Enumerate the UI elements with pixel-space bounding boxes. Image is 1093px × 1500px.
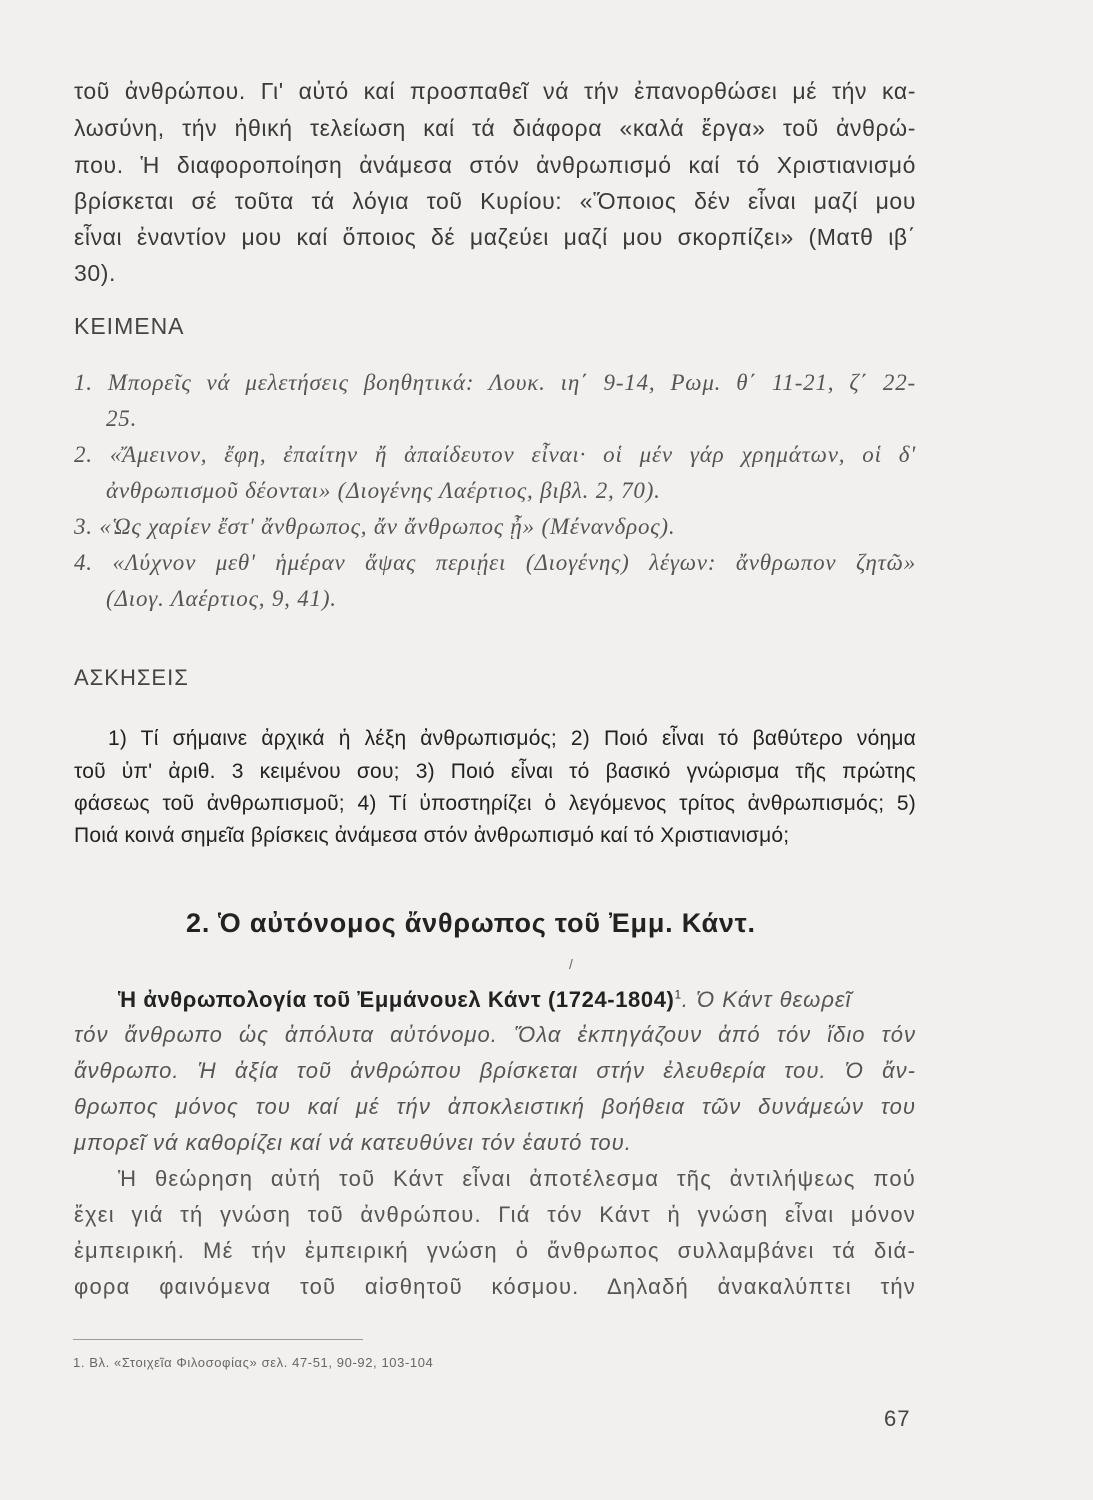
kant-lead-bold: Ἡ ἀνθρωπολογία τοῦ Ἐμμάνουελ Κάντ (1724-1804) [118, 987, 675, 1012]
kant-italic-line: τόν ἄνθρωπο ὡς ἀπόλυτα αὐτόνομο. Ὅλα ἐκπηγάζουν ἀπό τόν ἴδιο τόν [74, 1022, 916, 1047]
intro-line: 30). [74, 260, 117, 286]
kant-lead-line [118, 986, 851, 1013]
keimena-line: 1. Μπορεῖς νά μελετήσεις βοηθητικά: Λουκ. ιη΄ 9-14, Ρωμ. θ΄ 11-21, ζ΄ 22- [74, 370, 916, 395]
footnote-ref: 1 [674, 987, 682, 1002]
keimena-heading: ΚΕΙΜΕΝΑ [74, 313, 185, 339]
kant-italic-line: ἄνθρωπο. Ἡ ἀξία τοῦ ἀνθρώπου βρίσκεται στήν ἐλευθερία του. Ὁ ἄν- [74, 1058, 916, 1083]
askiseis-line: 1) Τί σήμαινε ἀρχικά ἡ λέξη ἀνθρωπισμός; 2) Ποιό εἶναι τό βαθύτερο νόημα [108, 727, 916, 750]
keimena-line: 25. [106, 406, 138, 431]
keimena-line: (Διογ. Λαέρτιος, 9, 41). [106, 586, 337, 611]
kant-body-line: ἐμπειρική. Μέ τήν ἐμπειρική γνώση ὁ ἄνθρωπος συλλαμβάνει τά διά- [74, 1238, 916, 1263]
intro-line: λωσύνη, τήν ἠθική τελείωση καί τά διάφορα «καλά ἔργα» τοῦ ἀνθρώ- [74, 115, 916, 141]
keimena-line: ἀνθρωπισμοῦ δέονται» (Διογένης Λαέρτιος, βιβλ. 2, 70). [106, 478, 661, 503]
intro-line: εἶναι ἐναντίον μου καί ὅποιος δέ μαζεύει μαζί μου σκορπίζει» (Ματθ ιβ΄ [74, 224, 916, 250]
kant-lead-italic: . Ὁ Κάντ θεωρεῖ [681, 987, 852, 1012]
footnote-rule [73, 1339, 363, 1340]
kant-italic-line: μπορεῖ νά καθορίζει καί νά κατευθύνει τόν ἑαυτό του. [74, 1130, 632, 1155]
kant-body-line: ἔχει γιά τή γνώση τοῦ ἀνθρώπου. Γιά τόν Κάντ ἡ γνώση εἶναι μόνον [74, 1202, 916, 1227]
keimena-line: 3. «Ὡς χαρίεν ἔστ' ἄνθρωπος, ἄν ἄνθρωπος ᾖ» (Μένανδρος). [74, 514, 676, 539]
askiseis-line: τοῦ ὑπ' ἀριθ. 3 κειμένου σου; 3) Ποιό εἶναι τό βασικό γνώρισμα τῆς πρώτης [74, 760, 916, 783]
margin-mark: / [569, 956, 573, 972]
askiseis-heading: ΑΣΚΗΣΕΙΣ [74, 665, 189, 690]
kant-body-line: Ἡ θεώρηση αὐτή τοῦ Κάντ εἶναι ἀποτέλεσμα τῆς ἀντιλήψεως πού [118, 1166, 916, 1191]
intro-line: που. Ἡ διαφοροποίηση ἀνάμεσα στόν ἀνθρωπισμό καί τό Χριστιανισμό [74, 152, 916, 178]
section-title: 2. Ὁ αὐτόνομος ἄνθρωπος τοῦ Ἐμμ. Κάντ. [186, 908, 756, 938]
askiseis-line: Ποιά κοινά σημεῖα βρίσκεις ἀνάμεσα στόν ἀνθρωπισμό καί τό Χριστιανισμό; [74, 824, 790, 847]
keimena-line: 2. «Ἄμεινον, ἔφη, ἐπαίτην ἤ ἀπαίδευτον εἶναι· οἱ μέν γάρ χρημάτων, οἱ δ' [74, 442, 916, 467]
kant-body-line: φορα φαινόμενα τοῦ αἰσθητοῦ κόσμου. Δηλαδή ἀνακαλύπτει τήν [74, 1274, 916, 1299]
kant-italic-line: θρωπος μόνος του καί μέ τήν ἀποκλειστική βοήθεια τῶν δυνάμεών του [74, 1094, 916, 1119]
keimena-line: 4. «Λύχνον μεθ' ἡμέραν ἅψας περιῄει (Διογένης) λέγων: ἄνθρωπον ζητῶ» [74, 550, 916, 575]
footnote: 1. Βλ. «Στοιχεῖα Φιλοσοφίας» σελ. 47-51, 90-92, 103-104 [73, 1355, 434, 1370]
intro-line: βρίσκεται σέ τοῦτα τά λόγια τοῦ Κυρίου: «Ὅποιος δέν εἶναι μαζί μου [74, 188, 916, 214]
page-number: 67 [884, 1406, 911, 1431]
askiseis-line: φάσεως τοῦ ἀνθρωπισμοῦ; 4) Τί ὑποστηρίζει ὁ λεγόμενος τρίτος ἀνθρωπισμός; 5) [74, 792, 916, 815]
intro-line: τοῦ ἀνθρώπου. Γι' αὐτό καί προσπαθεῖ νά τήν ἐπανορθώσει μέ τήν κα- [74, 78, 916, 104]
